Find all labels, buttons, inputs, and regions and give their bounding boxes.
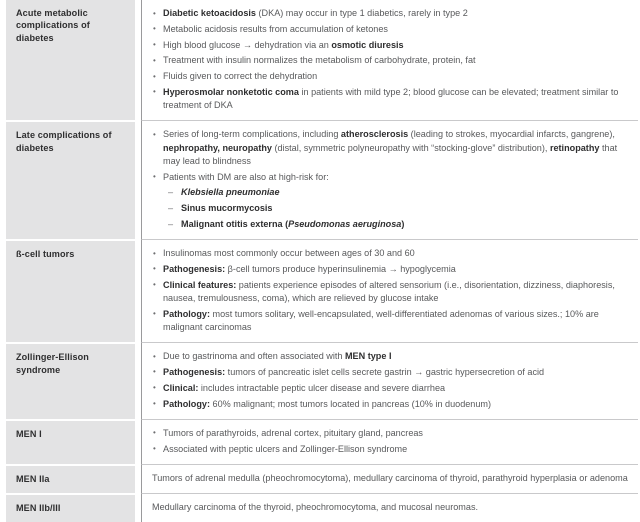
sub-bullet-item: – Malignant otitis externa (Pseudomonas aeruginosa) (168, 218, 632, 231)
row-label-text: Zollinger-Ellison syndrome (16, 352, 89, 375)
row-content (141, 120, 638, 239)
bullet-item: • Diabetic ketoacidosis (DKA) may occur in type 1 diabetics, rarely in type 2 (152, 7, 632, 20)
row-label-cell-tumors (6, 239, 135, 342)
row-label-text: Late complications of diabetes (16, 130, 112, 153)
row-label-text: MEN IIa (16, 473, 50, 484)
bullet-item: • Pathology: most tumors solitary, well-encapsulated, well-differentiated adenomas of various sizes.; 10% are malignant carcinomas (152, 308, 632, 334)
table-row (6, 342, 638, 419)
bullet-item: • Fluids given to correct the dehydration (152, 70, 632, 83)
sub-bullet-item: – Sinus mucormycosis (168, 202, 632, 215)
table-row (6, 239, 638, 342)
row-label-acute-metabolic-complications-of-diabetes (6, 0, 135, 120)
bullet-item: • Hyperosmolar nonketotic coma in patients with mild type 2; blood glucose can be elevated; treatment similar to treatment of DKA (152, 86, 632, 112)
row-content (141, 464, 638, 493)
paragraph: Medullary carcinoma of the thyroid, pheochromocytoma, and mucosal neuromas. (152, 501, 479, 512)
bullet-item: • Pathogenesis: β-cell tumors produce hyperinsulinemia → hypoglycemia (152, 263, 632, 276)
row-label-text: ß-cell tumors (16, 249, 75, 260)
row-label-men-iia (6, 464, 135, 493)
row-content (141, 0, 638, 120)
bullet-list (152, 128, 632, 231)
table-row (6, 0, 638, 120)
bullet-item: • Insulinomas most commonly occur between ages of 30 and 60 (152, 247, 632, 260)
row-label-men-iib-iii (6, 493, 135, 522)
bullet-item: • Clinical features: patients experience episodes of altered sensorium (i.e., disorientation, dizziness, diaphoresis, nausea, tremulousness, coma), which are relieved by glucose intake (152, 279, 632, 305)
row-content (141, 342, 638, 419)
bullet-item: • Clinical: includes intractable peptic ulcer disease and severe diarrhea (152, 382, 632, 395)
bullet-item: • Series of long-term complications, including atherosclerosis (leading to strokes, myocardial infarcts, gangrene), nephropathy, neuropathy (distal, symmetric polyneuropathy with “stocking-glove” distribution), retinopathy that may lead to blindness (152, 128, 632, 168)
row-label-late-complications-of-diabetes (6, 120, 135, 239)
bullet-item: • Tumors of parathyroids, adrenal cortex, pituitary gland, pancreas (152, 427, 632, 440)
bullet-item: • Patients with DM are also at high-risk for: (152, 171, 632, 184)
table-row (6, 493, 638, 522)
bullet-list (152, 350, 632, 411)
row-label-text: MEN I (16, 428, 42, 439)
table-row (6, 419, 638, 464)
bullet-item: • High blood glucose → dehydration via an osmotic diuresis (152, 39, 632, 52)
paragraph: Tumors of adrenal medulla (pheochromocytoma), medullary carcinoma of thyroid, parathyroid hyperplasia or adenoma (152, 472, 628, 483)
bullet-list (152, 7, 632, 112)
row-content (141, 239, 638, 342)
bullet-list (152, 427, 632, 456)
row-label-text: Acute metabolic complications of diabetes (16, 8, 90, 43)
row-label-text: MEN IIb/III (16, 502, 61, 513)
sub-bullet-item: – Klebsiella pneumoniae (168, 186, 632, 199)
bullet-item: • Treatment with insulin normalizes the metabolism of carbohydrate, protein, fat (152, 54, 632, 67)
bullet-item: • Metabolic acidosis results from accumulation of ketones (152, 23, 632, 36)
row-content (141, 419, 638, 464)
bullet-item: • Pathology: 60% malignant; most tumors located in pancreas (10% in duodenum) (152, 398, 632, 411)
table-row (6, 120, 638, 239)
row-label-zollinger-ellison-syndrome (6, 342, 135, 419)
bullet-list (152, 247, 632, 334)
row-content (141, 493, 638, 522)
bullet-item: • Associated with peptic ulcers and Zollinger-Ellison syndrome (152, 443, 632, 456)
bullet-item: • Due to gastrinoma and often associated with MEN type I (152, 350, 632, 363)
bullet-item: • Pathogenesis: tumors of pancreatic islet cells secrete gastrin → gastric hypersecretion of acid (152, 366, 632, 379)
sub-bullet-list (152, 186, 632, 231)
table-row (6, 464, 638, 493)
row-label-men-i (6, 419, 135, 464)
